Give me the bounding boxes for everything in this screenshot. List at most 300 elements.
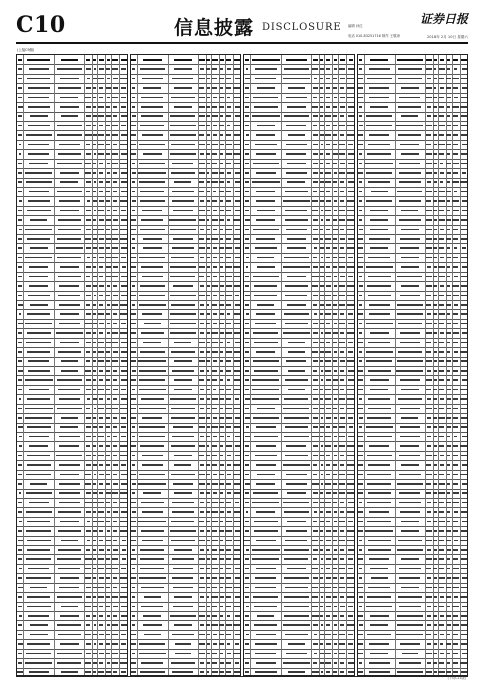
cell-text-mark [440, 332, 444, 334]
cell-text-mark [57, 662, 81, 664]
cell-text-mark [339, 257, 346, 259]
table-cell [233, 404, 241, 413]
cell-text-mark [113, 521, 117, 523]
cell-text-mark [93, 540, 96, 542]
cell-text-mark [99, 219, 104, 221]
cell-text-mark [433, 125, 437, 127]
cell-text-mark [27, 540, 51, 542]
table-cell [460, 432, 468, 441]
cell-text-mark [367, 417, 391, 419]
cell-text-mark [106, 87, 111, 89]
cell-text-mark [312, 596, 318, 598]
cell-text-mark [172, 558, 195, 560]
cell-text-mark [18, 210, 23, 212]
cell-text-mark [120, 78, 128, 80]
cell-text-mark [433, 153, 437, 155]
table-cell [346, 658, 354, 667]
cell-text-mark [139, 436, 165, 438]
cell-text-mark [131, 540, 136, 542]
table-cell [281, 64, 312, 73]
cell-text-mark [245, 474, 249, 476]
cell-text-mark [98, 351, 104, 353]
table-cell [281, 630, 312, 639]
table-cell [137, 178, 169, 187]
cell-text-mark [170, 332, 195, 334]
table-cell [119, 272, 127, 281]
cell-text-mark [313, 558, 317, 560]
table-cell [54, 573, 85, 582]
cell-text-mark [439, 568, 445, 570]
cell-text-mark [99, 323, 104, 325]
cell-text-mark [58, 568, 80, 570]
cell-text-mark [200, 323, 204, 325]
cell-text-mark [141, 115, 163, 117]
cell-text-mark [447, 342, 450, 344]
cell-text-mark [426, 653, 432, 655]
cell-text-mark [132, 115, 136, 117]
table-cell [364, 394, 396, 403]
cell-text-mark [139, 370, 166, 372]
cell-text-mark [220, 436, 224, 438]
cell-text-mark [121, 285, 127, 287]
table-cell [250, 291, 282, 300]
cell-text-mark [334, 445, 337, 447]
cell-text-mark [284, 313, 309, 315]
cell-text-mark [99, 68, 104, 70]
cell-text-mark [426, 455, 433, 457]
cell-text-mark [447, 558, 450, 560]
table-cell [23, 93, 55, 102]
cell-text-mark [313, 144, 318, 146]
cell-text-mark [348, 653, 354, 655]
cell-text-mark [245, 530, 249, 532]
cell-text-mark [27, 426, 51, 428]
cell-text-mark [29, 276, 48, 278]
table-cell [233, 602, 241, 611]
cell-text-mark [234, 59, 241, 61]
cell-text-mark [113, 78, 118, 80]
cell-text-mark [439, 483, 445, 485]
table-cell [395, 112, 426, 121]
table-cell [281, 74, 312, 83]
cell-text-mark [30, 624, 48, 626]
cell-text-mark [454, 247, 458, 249]
cell-text-mark [144, 323, 161, 325]
cell-text-mark [326, 408, 331, 410]
cell-text-mark [434, 606, 437, 608]
cell-text-mark [226, 502, 232, 504]
cell-text-mark [206, 455, 210, 457]
cell-text-mark [334, 643, 337, 645]
cell-text-mark [206, 238, 210, 240]
table-cell [346, 328, 354, 337]
cell-text-mark [446, 295, 451, 297]
table-cell [395, 602, 426, 611]
cell-text-mark [321, 332, 323, 334]
table-cell [233, 159, 241, 168]
cell-text-mark [439, 125, 445, 127]
cell-text-mark [440, 455, 444, 457]
cell-text-mark [253, 163, 279, 165]
cell-text-mark [334, 210, 337, 212]
cell-text-mark [285, 219, 308, 221]
cell-text-mark [60, 426, 78, 428]
cell-text-mark [339, 210, 344, 212]
cell-text-mark [256, 445, 276, 447]
cell-text-mark [61, 360, 78, 362]
cell-text-mark [18, 163, 22, 165]
cell-text-mark [453, 624, 459, 626]
cell-text-mark [452, 181, 458, 183]
cell-text-mark [321, 568, 323, 570]
cell-text-mark [99, 540, 103, 542]
cell-text-mark [340, 408, 344, 410]
table-cell [460, 451, 468, 460]
table-cell [23, 545, 55, 554]
cell-text-mark [439, 549, 444, 551]
cell-text-mark [312, 615, 318, 617]
table-cell [23, 357, 55, 366]
cell-text-mark [106, 606, 110, 608]
cell-text-mark [439, 191, 445, 193]
cell-text-mark [59, 398, 80, 400]
table-cell [346, 121, 354, 130]
cell-text-mark [326, 521, 330, 523]
cell-text-mark [312, 285, 318, 287]
table-cell [281, 112, 312, 121]
cell-text-mark [399, 181, 421, 183]
cell-text-mark [460, 106, 468, 108]
cell-text-mark [461, 342, 468, 344]
table-cell [233, 130, 241, 139]
table-cell [395, 140, 426, 149]
cell-text-mark [106, 106, 110, 108]
cell-text-mark [99, 398, 103, 400]
cell-text-mark [340, 389, 344, 391]
cell-text-mark [170, 153, 195, 155]
cell-text-mark [401, 464, 418, 466]
table-cell [119, 347, 127, 356]
cell-text-mark [401, 521, 419, 523]
cell-text-mark [171, 662, 195, 664]
cell-text-mark [170, 615, 196, 617]
cell-text-mark [235, 445, 240, 447]
cell-text-mark [200, 436, 204, 438]
cell-text-mark [433, 398, 437, 400]
cell-text-mark [245, 596, 249, 598]
cell-text-mark [245, 360, 249, 362]
table-cell [364, 375, 396, 384]
cell-text-mark [132, 106, 135, 108]
table-cell [460, 215, 468, 224]
cell-text-mark [112, 360, 118, 362]
cell-text-mark [121, 634, 126, 636]
cell-text-mark [333, 502, 337, 504]
cell-text-mark [199, 379, 204, 381]
table-cell [460, 196, 468, 205]
cell-text-mark [86, 266, 91, 268]
cell-text-mark [131, 313, 136, 315]
cell-text-mark [254, 521, 278, 523]
cell-text-mark [93, 229, 97, 231]
cell-text-mark [200, 351, 205, 353]
cell-text-mark [235, 643, 239, 645]
cell-text-mark [347, 247, 355, 249]
cell-text-mark [256, 426, 276, 428]
cell-text-mark [171, 304, 194, 306]
cell-text-mark [93, 577, 96, 579]
table-cell [460, 592, 468, 601]
cell-text-mark [359, 115, 363, 117]
table-cell [233, 366, 241, 375]
cell-text-mark [98, 210, 104, 212]
table-cell [23, 394, 55, 403]
table-cell [395, 281, 426, 290]
cell-text-mark [93, 370, 96, 372]
cell-text-mark [226, 87, 230, 89]
cell-text-mark [313, 115, 318, 117]
cell-text-mark [359, 323, 362, 325]
cell-text-mark [347, 624, 354, 626]
cell-text-mark [106, 144, 111, 146]
table-cell [460, 112, 468, 121]
cell-text-mark [340, 464, 344, 466]
table-cell [233, 470, 241, 479]
cell-text-mark [347, 398, 355, 400]
cell-text-mark [339, 266, 344, 268]
table-cell [233, 507, 241, 516]
cell-text-mark [112, 163, 118, 165]
cell-text-mark [447, 97, 451, 99]
cell-text-mark [170, 266, 197, 268]
cell-text-mark [325, 502, 332, 504]
cell-text-mark [358, 615, 362, 617]
cell-text-mark [427, 577, 431, 579]
cell-text-mark [340, 417, 345, 419]
table-cell [460, 385, 468, 394]
table-cell [460, 291, 468, 300]
cell-text-mark [287, 247, 306, 249]
cell-text-mark [139, 653, 166, 655]
cell-text-mark [320, 342, 323, 344]
cell-text-mark [333, 577, 337, 579]
cell-text-mark [112, 408, 118, 410]
cell-text-mark [99, 417, 103, 419]
cell-text-mark [433, 426, 437, 428]
table-cell [364, 357, 396, 366]
table-cell [119, 451, 127, 460]
cell-text-mark [366, 200, 392, 202]
cell-text-mark [140, 671, 165, 673]
cell-text-mark [453, 115, 457, 117]
table-cell [395, 639, 426, 648]
cell-text-mark [98, 115, 104, 117]
cell-text-mark [426, 342, 431, 344]
table-cell [281, 159, 312, 168]
cell-text-mark [113, 615, 117, 617]
cell-text-mark [348, 313, 353, 315]
cell-text-mark [370, 247, 388, 249]
cell-text-mark [212, 115, 218, 117]
cell-text-mark [326, 474, 330, 476]
table-cell [168, 479, 199, 488]
table-cell [137, 196, 169, 205]
cell-text-mark [438, 417, 444, 419]
cell-text-mark [112, 624, 117, 626]
cell-text-mark [367, 285, 391, 287]
cell-text-mark [398, 351, 422, 353]
cell-text-mark [358, 464, 363, 466]
cell-text-mark [434, 172, 437, 174]
cell-text-mark [212, 455, 216, 457]
cell-text-mark [287, 492, 306, 494]
table-cell [346, 206, 354, 215]
cell-text-mark [426, 200, 431, 202]
cell-text-mark [207, 229, 210, 231]
cell-text-mark [313, 502, 318, 504]
cell-text-mark [207, 78, 210, 80]
cell-text-mark [235, 342, 240, 344]
cell-text-mark [246, 313, 249, 315]
cell-text-mark [113, 200, 118, 202]
table-cell [460, 498, 468, 507]
cell-text-mark [93, 634, 97, 636]
cell-text-mark [112, 332, 118, 334]
cell-text-mark [253, 596, 278, 598]
table-cell [250, 592, 282, 601]
cell-text-mark [359, 200, 362, 202]
table-cell [119, 206, 127, 215]
cell-text-mark [219, 97, 224, 99]
table-cell [23, 121, 55, 130]
cell-text-mark [434, 408, 437, 410]
cell-text-mark [86, 379, 91, 381]
cell-text-mark [320, 351, 324, 353]
cell-text-mark [359, 502, 362, 504]
cell-text-mark [398, 106, 421, 108]
cell-text-mark [225, 276, 231, 278]
table-cell [281, 338, 312, 347]
cell-text-mark [106, 577, 109, 579]
cell-text-mark [99, 200, 104, 202]
cell-text-mark [106, 191, 110, 193]
cell-text-mark [401, 530, 419, 532]
cell-text-mark [25, 417, 52, 419]
cell-text-mark [321, 257, 323, 259]
cell-text-mark [85, 238, 91, 240]
cell-text-mark [447, 351, 450, 353]
cell-text-mark [107, 210, 110, 212]
cell-text-mark [200, 502, 204, 504]
cell-text-mark [333, 125, 337, 127]
cell-text-mark [257, 210, 275, 212]
cell-text-mark [120, 530, 127, 532]
cell-text-mark [131, 276, 136, 278]
cell-text-mark [93, 615, 96, 617]
cell-text-mark [369, 445, 389, 447]
cell-text-mark [220, 511, 224, 513]
cell-text-mark [86, 247, 91, 249]
cell-text-mark [141, 97, 163, 99]
table-cell [168, 168, 199, 177]
cell-text-mark [131, 323, 135, 325]
cell-text-mark [358, 474, 363, 476]
cell-text-mark [462, 464, 467, 466]
cell-text-mark [447, 624, 451, 626]
cell-text-mark [120, 304, 127, 306]
cell-text-mark [367, 78, 392, 80]
table-cell [233, 225, 241, 234]
cell-text-mark [18, 389, 22, 391]
cell-text-mark [220, 662, 224, 664]
cell-text-mark [439, 445, 444, 447]
table-cell [233, 55, 241, 64]
table-cell [281, 479, 312, 488]
table-cell [395, 149, 426, 158]
table-cell [346, 489, 354, 498]
cell-text-mark [87, 200, 91, 202]
cell-text-mark [212, 445, 216, 447]
cell-text-mark [348, 153, 354, 155]
table-cell [250, 554, 282, 563]
cell-text-mark [27, 398, 49, 400]
table-cell [281, 178, 312, 187]
cell-text-mark [235, 634, 240, 636]
cell-text-mark [427, 313, 431, 315]
cell-text-mark [256, 540, 276, 542]
cell-text-mark [213, 474, 217, 476]
cell-text-mark [142, 464, 163, 466]
cell-text-mark [207, 172, 209, 174]
cell-text-mark [131, 257, 135, 259]
table-cell [346, 394, 354, 403]
cell-text-mark [18, 276, 22, 278]
cell-text-mark [18, 285, 23, 287]
cell-text-mark [60, 474, 79, 476]
cell-text-mark [447, 266, 450, 268]
cell-text-mark [213, 417, 217, 419]
cell-text-mark [347, 474, 354, 476]
cell-text-mark [59, 483, 80, 485]
table-cell [364, 291, 396, 300]
cell-text-mark [220, 134, 223, 136]
cell-text-mark [348, 634, 353, 636]
cell-text-mark [227, 455, 231, 457]
cell-text-mark [245, 172, 249, 174]
cell-text-mark [461, 295, 468, 297]
cell-text-mark [359, 360, 362, 362]
table-cell [233, 564, 241, 573]
table-cell [137, 526, 169, 535]
table-cell [281, 83, 312, 92]
cell-text-mark [93, 492, 97, 494]
cell-text-mark [235, 436, 240, 438]
cell-text-mark [226, 417, 232, 419]
table-cell [395, 130, 426, 139]
cell-text-mark [326, 323, 330, 325]
cell-text-mark [121, 624, 127, 626]
cell-text-mark [348, 276, 353, 278]
table-cell [364, 102, 396, 111]
cell-text-mark [446, 87, 451, 89]
cell-text-mark [359, 125, 363, 127]
table-cell [281, 639, 312, 648]
cell-text-mark [18, 181, 23, 183]
cell-text-mark [400, 408, 419, 410]
table-cell [23, 225, 55, 234]
cell-text-mark [320, 191, 324, 193]
cell-text-mark [446, 332, 451, 334]
